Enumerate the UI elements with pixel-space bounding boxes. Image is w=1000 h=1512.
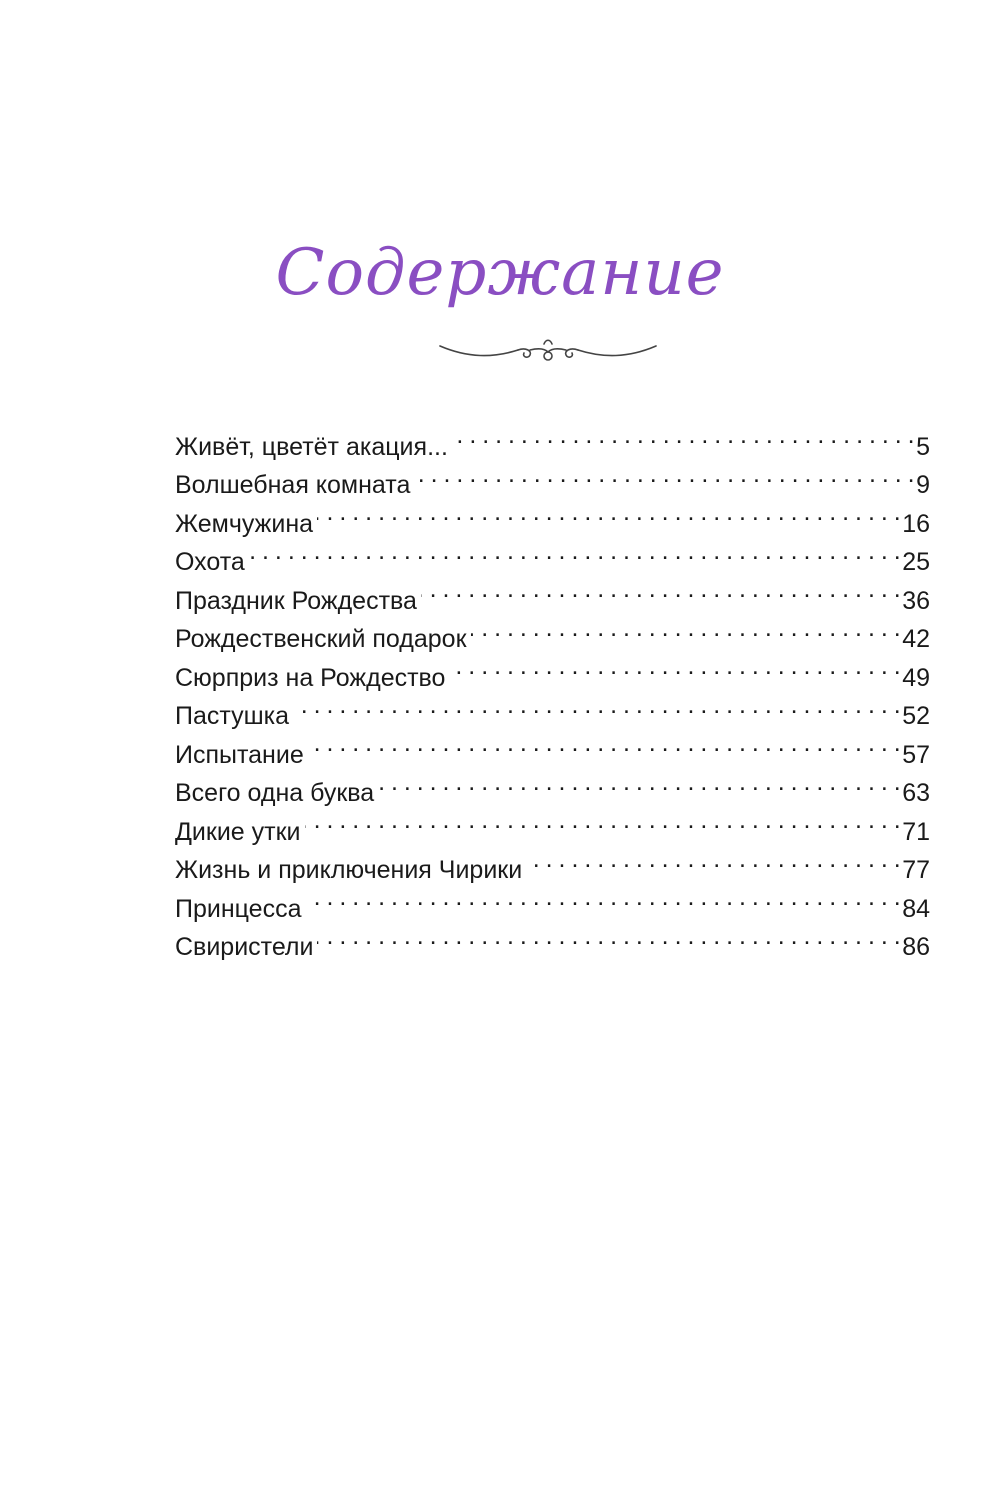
toc-leader-dots	[452, 416, 914, 455]
toc-leader-dots	[305, 801, 901, 840]
toc-leader-dots	[306, 878, 901, 917]
toc-entry-title: Сюрприз на Рождество	[175, 663, 446, 692]
toc-entry-page: 86	[902, 933, 930, 961]
toc-entry-title: Праздник Рождества	[175, 586, 417, 615]
toc-entry-page: 71	[902, 817, 930, 846]
toc-leader-dots	[317, 917, 900, 956]
page-title: Содержание	[275, 236, 725, 310]
toc-entry-page: 52	[902, 702, 930, 730]
toc-entry-page: 77	[902, 856, 930, 884]
toc-leader-dots	[293, 686, 900, 725]
toc-leader-dots	[414, 455, 914, 494]
table-of-contents	[175, 416, 930, 961]
toc-entry-page: 57	[902, 740, 930, 769]
toc-entry[interactable]	[175, 570, 930, 615]
toc-entry-page: 16	[902, 509, 930, 538]
toc-entry-title: Испытание	[175, 740, 304, 769]
toc-entry-title: Дикие утки	[175, 817, 301, 846]
toc-entry-title: Жизнь и приключения Чирики	[175, 856, 523, 884]
toc-entry-page: 63	[902, 779, 930, 807]
toc-entry-page: 42	[902, 625, 930, 653]
toc-leader-dots	[471, 609, 901, 648]
toc-entry-title: Всего одна буква	[175, 779, 375, 807]
toc-leader-dots	[526, 840, 900, 879]
toc-entry-title: Охота	[175, 548, 245, 576]
toc-leader-dots	[421, 570, 900, 609]
toc-leader-dots	[378, 763, 900, 802]
toc-leader-dots	[249, 532, 900, 571]
toc-entry-title: Свиристели	[175, 933, 314, 961]
toc-entry-page: 5	[916, 432, 930, 461]
toc-entry-page: 9	[916, 471, 930, 499]
toc-entry-page: 49	[902, 663, 930, 692]
toc-entry-title: Живёт, цветёт акация...	[175, 432, 448, 461]
toc-entry-page: 36	[902, 586, 930, 615]
toc-entry-page: 25	[902, 548, 930, 576]
toc-entry-title: Принцесса	[175, 894, 302, 923]
toc-leader-dots	[317, 493, 900, 532]
toc-leader-dots	[449, 647, 900, 686]
toc-leader-dots	[308, 724, 900, 763]
toc-entry-page: 84	[902, 894, 930, 923]
toc-entry-title: Жемчужина	[175, 509, 314, 538]
toc-entry-title: Рождественский подарок	[175, 625, 467, 653]
flourish-divider-icon	[438, 336, 658, 366]
toc-entry-title: Пастушка	[175, 702, 290, 730]
toc-entry[interactable]	[175, 416, 930, 461]
toc-entry[interactable]	[175, 532, 930, 576]
toc-entry-title: Волшебная комната	[175, 471, 411, 499]
